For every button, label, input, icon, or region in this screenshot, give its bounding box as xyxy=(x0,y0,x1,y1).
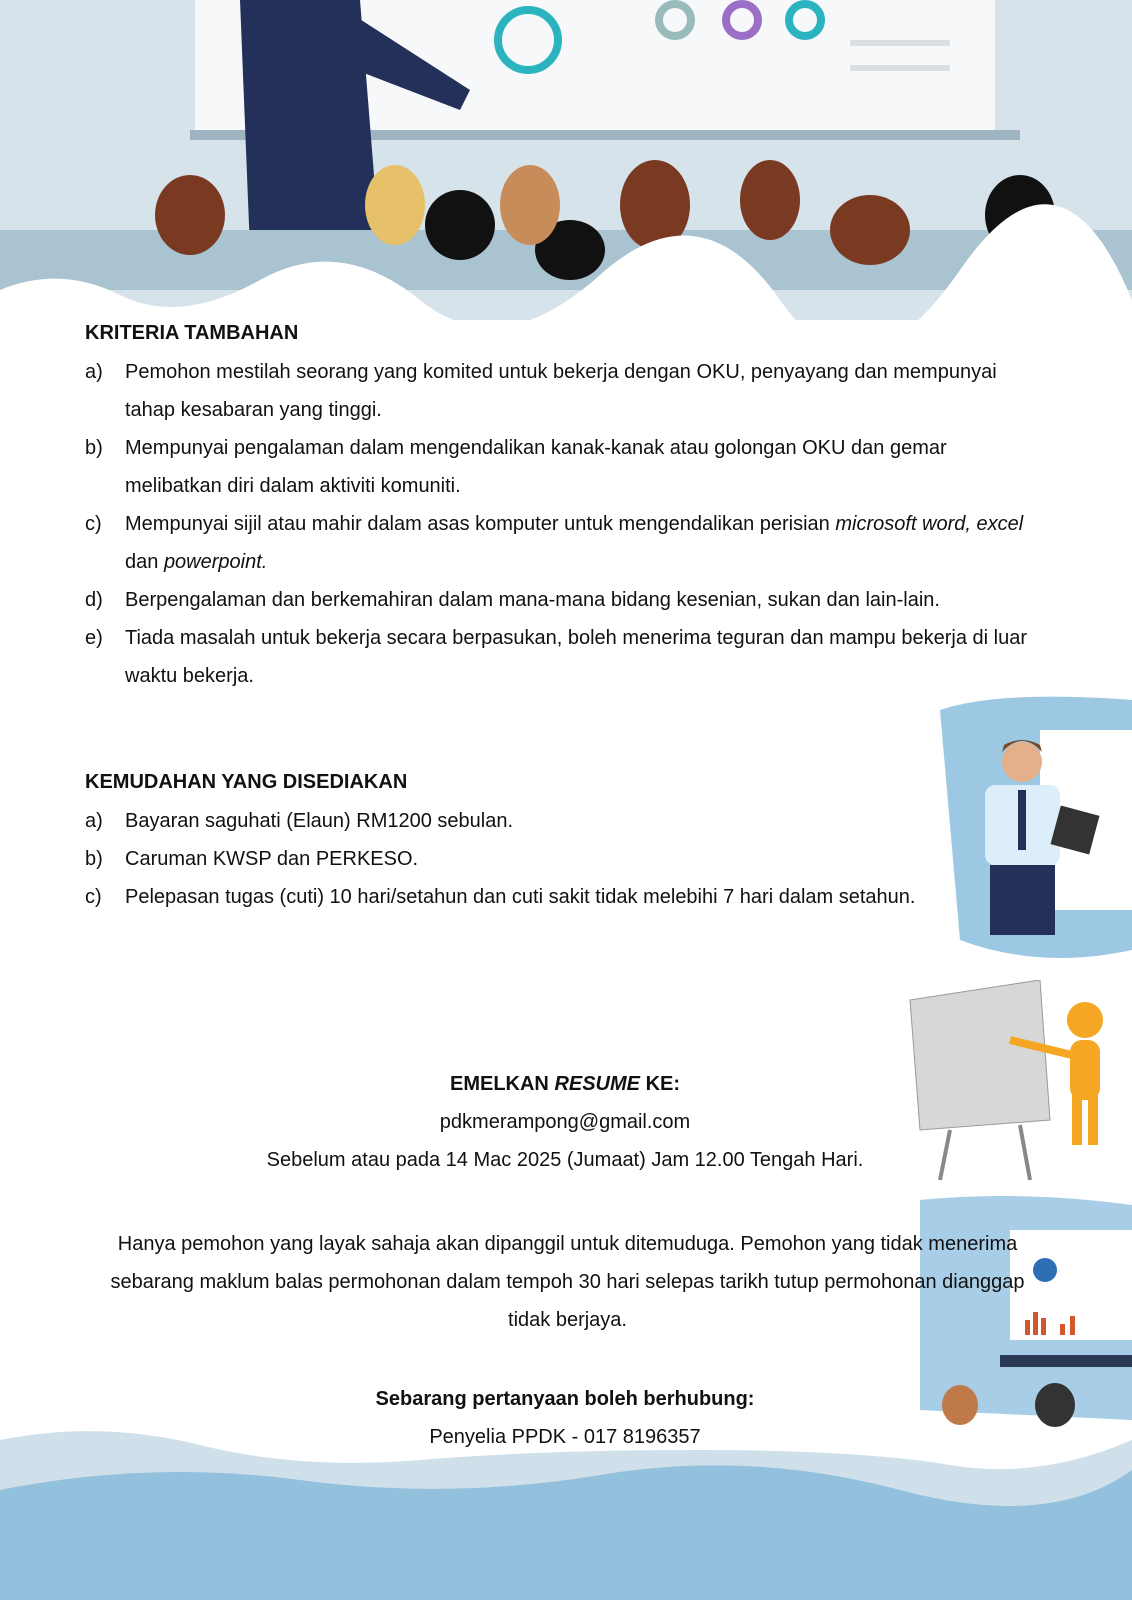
software-name: powerpoint. xyxy=(163,551,268,573)
apply-heading xyxy=(85,1065,1045,1103)
kemudahan-heading: KEMUDAHAN YANG DISEDIAKAN xyxy=(85,771,408,793)
apply-section xyxy=(85,1065,1045,1179)
contact-person: Penyelia PPDK - 017 8196357 xyxy=(429,1426,701,1448)
list-marker: b) xyxy=(85,848,103,870)
list-text: Pemohon mestilah seorang yang komited untuk bekerja dengan OKU, penyayang dan mempunyai tahap kesabaran yang tinggi. xyxy=(125,361,997,421)
contact-heading: Sebarang pertanyaan boleh berhubung: xyxy=(375,1388,755,1410)
contact-section xyxy=(85,1380,1045,1456)
list-marker: a) xyxy=(85,810,103,832)
text-segment: Mempunyai sijil atau mahir dalam asas komputer untuk mengendalikan perisian xyxy=(125,513,836,535)
list-text xyxy=(125,505,1045,581)
heading-text: EMELKAN xyxy=(449,1073,555,1095)
list-item xyxy=(85,619,1045,695)
list-marker: e) xyxy=(85,627,103,649)
kemudahan-section xyxy=(85,771,1045,916)
list-marker: d) xyxy=(85,589,103,611)
notice-text: Hanya pemohon yang layak sahaja akan dipanggil untuk ditemuduga. Pemohon yang tidak menerima sebarang maklum balas permohonan dalam tempoh 30 hari selepas tarikh tutup permohonan dianggap tidak berjaya. xyxy=(110,1233,1025,1331)
list-text: Tiada masalah untuk bekerja secara berpasukan, boleh menerima teguran dan mampu bekerja di luar waktu bekerja. xyxy=(125,627,1028,687)
list-text: Pelepasan tugas (cuti) 10 hari/setahun dan cuti sakit tidak melebihi 7 hari dalam setahun. xyxy=(125,886,916,908)
list-marker: c) xyxy=(85,513,102,535)
list-item xyxy=(85,353,1045,429)
list-item xyxy=(85,840,1045,878)
list-item xyxy=(85,802,1045,840)
list-text: Bayaran saguhati (Elaun) RM1200 sebulan. xyxy=(125,810,514,832)
list-text: Caruman KWSP dan PERKESO. xyxy=(125,848,419,870)
list-marker: b) xyxy=(85,437,103,459)
presentation-illustration xyxy=(0,0,1132,320)
list-text: Mempunyai pengalaman dalam mengendalikan kanak-kanak atau golongan OKU dan gemar melibatkan diri dalam aktiviti komuniti. xyxy=(125,437,947,497)
list-marker: a) xyxy=(85,361,103,383)
list-item xyxy=(85,505,1045,581)
email-address[interactable]: pdkmerampong@gmail.com xyxy=(439,1111,691,1133)
list-item xyxy=(85,429,1045,505)
kriteria-heading: KRITERIA TAMBAHAN xyxy=(85,322,299,344)
software-names: microsoft word, excel xyxy=(835,513,1024,535)
text-segment: dan xyxy=(125,551,164,573)
kemudahan-list xyxy=(85,802,1045,916)
list-text: Berpengalaman dan berkemahiran dalam mana-mana bidang kesenian, sukan dan lain-lain. xyxy=(125,589,940,611)
list-item xyxy=(85,878,1045,916)
list-marker: c) xyxy=(85,886,102,908)
heading-resume: RESUME xyxy=(554,1073,641,1095)
main-content xyxy=(85,322,1045,916)
deadline-text: Sebelum atau pada 14 Mac 2025 (Jumaat) Jam 12.00 Tengah Hari. xyxy=(266,1149,864,1171)
kriteria-list xyxy=(85,353,1045,695)
heading-text: KE: xyxy=(640,1073,681,1095)
list-item xyxy=(85,581,1045,619)
